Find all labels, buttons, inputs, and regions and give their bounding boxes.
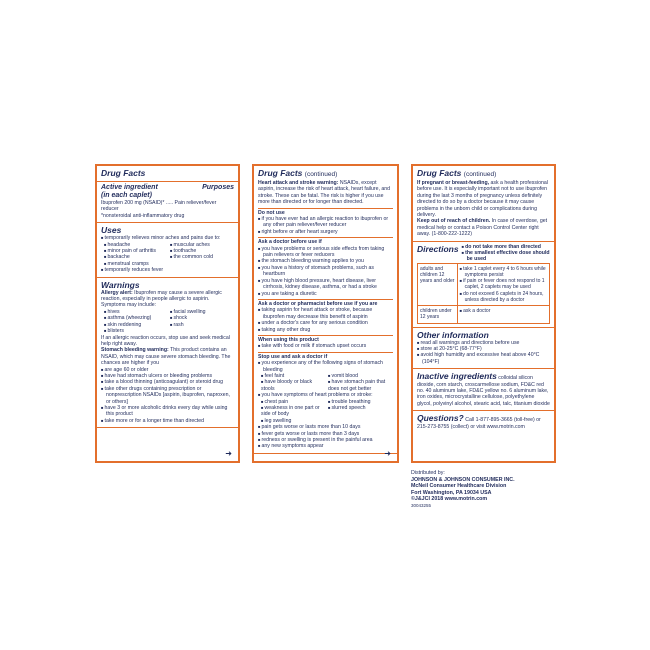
heart-label: Heart attack and stroke warning: <box>258 180 339 186</box>
list-item: ■ redness or swelling is present in the painful area <box>258 437 393 443</box>
list-item: ■ vomit blood <box>328 373 393 379</box>
panel-title-continued: (continued) <box>463 171 497 178</box>
ingredient-line: Ibuprofen 200 mg (NSAID)* ..... Pain reliever/fever reducer <box>101 200 217 213</box>
drug-facts-panel-2 <box>252 164 399 463</box>
uses-intro: ■ temporarily relieves minor aches and pains due to: <box>101 235 234 241</box>
warnings-section <box>97 278 238 429</box>
other-information-section <box>413 328 554 370</box>
panel-title: Drug Facts <box>417 168 462 178</box>
list-item: ■ muscular aches <box>170 242 234 248</box>
ask-doctor-header: Ask a doctor before use if <box>258 239 322 246</box>
list-item: ■ have 3 or more alcoholic drinks every day while using this product <box>101 405 234 418</box>
stomach-label: Stomach bleeding warning: <box>101 347 169 354</box>
list-item: ■ you experience any of the following signs of stomach bleeding <box>258 360 393 373</box>
bleeding-signs-list <box>258 373 393 392</box>
list-item: ■ under a doctor's care for any serious condition <box>258 320 393 326</box>
list-item: ■ any new symptoms appear <box>258 443 393 449</box>
active-ingredient-header: Active ingredient <box>101 184 158 191</box>
list-item: ■ are age 60 or older <box>101 367 234 373</box>
footnote: *nonsteroidal anti-inflammatory drug <box>101 212 185 219</box>
do-not-use-header: Do not use <box>258 209 285 216</box>
age-cell: children under 12 years <box>418 306 458 323</box>
ask-pharmacist-header: Ask a doctor or pharmacist before use if you are <box>258 300 378 307</box>
distributor-info <box>411 470 561 510</box>
allergy-text: Ibuprofen may cause a severe allergic reaction, especially in people allergic to aspirin. Symptoms may include: <box>101 289 222 309</box>
in-each-caplet: (in each caplet) <box>101 192 152 199</box>
table-row <box>418 263 550 305</box>
list-item: ■ take a blood thinning (anticoagulant) or steroid drug <box>101 379 234 385</box>
copyright-website: ©J&JCI 2018 www.motrin.com <box>411 496 488 503</box>
list-item: ■ take more or for a longer time than directed <box>101 418 234 424</box>
inactive-text: colloidal silicon dioxide, corn starch, croscarmellose sodium, FD&C red no. 40 aluminum lake, FD&C yellow no. 6 aluminum lake, iron oxides, microcrystalline cellulose, polyethylene glycol, polyvinyl alcohol, stearic acid, talc, titanium dioxide <box>417 375 550 407</box>
list-item: ■ do not exceed 6 caplets in 24 hours, unless directed by a doctor <box>460 291 547 303</box>
keep-out-text: In case of overdose, get medical help or contact a Poison Control Center right away. (1-800-222-1222) <box>417 218 548 238</box>
warnings-header: Warnings <box>101 279 140 290</box>
title-section <box>413 166 554 242</box>
uses-section <box>97 223 238 277</box>
list-item: ■ have stomach pain that does not get better <box>328 379 393 392</box>
list-item: ■ weakness in one part or side of body <box>261 405 326 418</box>
list-item: ■ have bloody or black stools <box>261 379 326 392</box>
list-item: ■ have had stomach ulcers or bleeding problems <box>101 373 234 379</box>
list-item: ■ leg swelling <box>261 418 326 424</box>
directions-table <box>417 263 550 324</box>
list-item: ■ backache <box>104 254 168 260</box>
active-ingredient-section <box>97 182 238 223</box>
list-item: ■ taking any other drug <box>258 327 393 333</box>
list-item: ■ hives <box>104 309 168 315</box>
allergy-after: If an allergic reaction occurs, stop use and seek medical help right away. <box>101 334 230 347</box>
list-item: ■ chest pain <box>261 399 326 405</box>
list-item: ■ the common cold <box>170 254 234 260</box>
list-item: ■ fever gets worse or lasts more than 3 days <box>258 431 393 437</box>
pregnant-text: ask a health professional before use. It is especially important not to use ibuprofen during the last 3 months of pregnancy unless definitely directed to do so by a doctor because it may cause problems in the unborn child or complications during delivery. <box>417 180 548 219</box>
heart-text: NSAIDs, except aspirin, increase the risk of heart attack, heart failure, and stroke. These can be fatal. The risk is higher if you use more than directed or for longer than directed. <box>258 180 391 206</box>
distributed-by: Distributed by: <box>411 470 445 476</box>
keep-out-label: Keep out of reach of children. <box>417 218 491 225</box>
list-item: ■ right before or after heart surgery <box>258 229 393 235</box>
continue-arrow-icon: ➜ <box>384 448 391 458</box>
directions-header: Directions <box>417 243 459 254</box>
list-item: ■ take with food or milk if stomach upset occurs <box>258 343 393 349</box>
questions-text: Call 1-877-895-3665 (toll-free) or 215-273-8755 (collect) or visit www.motrin.com <box>417 417 541 430</box>
title-section <box>97 166 238 182</box>
list-item: ■ skin reddening <box>104 322 168 328</box>
list-item: ■ trouble breathing <box>328 399 393 405</box>
stomach-text: This product contains an NSAID, which may cause severe stomach bleeding. The chances are higher if you <box>101 347 231 367</box>
stop-use-header: Stop use and ask a doctor if <box>258 353 328 360</box>
title-section <box>254 166 397 454</box>
list-item: ■ you have symptoms of heart problems or stroke: <box>258 392 393 398</box>
panel-title: Drug Facts <box>258 168 303 178</box>
dose-cell <box>457 306 549 323</box>
dose-cell <box>457 263 549 305</box>
list-item: ■ facial swelling <box>170 309 234 315</box>
list-item: ■ minor pain of arthritis <box>104 248 168 254</box>
pregnant-label: If pregnant or breast-feeding, <box>417 180 490 186</box>
drug-facts-panel-1 <box>95 164 240 463</box>
list-item: ■ if you have ever had an allergic reaction to ibuprofen or any other pain reliever/fever reducer <box>258 216 393 229</box>
list-item: ■ take 1 caplet every 4 to 6 hours while symptoms persist <box>460 266 547 278</box>
list-item: ■ read all warnings and directions before use <box>417 340 550 346</box>
list-item: ■ taking aspirin for heart attack or stroke, because ibuprofen may decrease this benefit of aspirin <box>258 307 393 320</box>
uses-last: ■ temporarily reduces fever <box>101 267 234 273</box>
list-item: ■ pain gets worse or lasts more than 10 days <box>258 424 393 430</box>
list-item: ■ if pain or fever does not respond to 1 caplet, 2 caplets may be used <box>460 278 547 290</box>
allergy-list <box>101 309 234 335</box>
uses-header: Uses <box>101 225 122 236</box>
heart-signs-list <box>258 399 393 425</box>
list-item: ■ feel faint <box>261 373 326 379</box>
other-info-header: Other information <box>417 329 489 340</box>
list-item: ■ take other drugs containing prescription or nonprescription NSAIDs [aspirin, ibuprofen, naproxen, or others] <box>101 386 234 405</box>
continue-arrow-icon: ➜ <box>225 448 232 458</box>
list-item: ■ avoid high humidity and excessive heat above 40°C (104°F) <box>417 352 550 365</box>
list-item: ■ asthma (wheezing) <box>104 315 168 321</box>
directions-section <box>413 242 554 328</box>
list-item: ■ menstrual cramps <box>104 261 168 267</box>
drug-facts-panel-3 <box>411 164 556 463</box>
allergy-label: Allergy alert: <box>101 289 133 296</box>
inactive-header: Inactive ingredients <box>417 371 497 382</box>
list-item: ■ store at 20-25°C (68-77°F) <box>417 346 550 352</box>
list-item: ■ slurred speech <box>328 405 393 418</box>
list-item: ■ rash <box>170 322 234 328</box>
list-item: ■ you are taking a diuretic <box>258 291 393 297</box>
list-item: ■ you have a history of stomach problems, such as heartburn <box>258 265 393 278</box>
list-item: ■ toothache <box>170 248 234 254</box>
company-name: JOHNSON & JOHNSON CONSUMER INC. <box>411 476 515 483</box>
list-item: ■ you have problems or serious side effects from taking pain relievers or fever reducers <box>258 246 393 259</box>
table-row <box>418 306 550 323</box>
product-code: 30043255 <box>411 502 432 508</box>
company-address: Fort Washington, PA 19034 USA <box>411 489 492 496</box>
list-item: ■ the smallest effective dose should be used <box>462 250 550 263</box>
list-item: ■ you have high blood pressure, heart disease, liver cirrhosis, kidney disease, asthma, or had a stroke <box>258 278 393 291</box>
list-item: ■ blisters <box>104 328 168 334</box>
list-item: ■ do not take more than directed <box>462 244 550 250</box>
questions-header: Questions? <box>417 413 464 424</box>
list-item: ■ shock <box>170 315 234 321</box>
list-item: ■ ask a doctor <box>460 308 547 314</box>
when-using-header: When using this product <box>258 336 319 343</box>
uses-list <box>101 242 234 268</box>
division-name: McNeil Consumer Healthcare Division <box>411 483 507 490</box>
inactive-ingredients-section <box>413 369 554 411</box>
list-item: ■ the stomach bleeding warning applies to you <box>258 258 393 264</box>
questions-section <box>413 411 554 433</box>
list-item: ■ headache <box>104 242 168 248</box>
age-cell: adults and children 12 years and older <box>418 263 458 305</box>
panel-title-continued: (continued) <box>304 171 338 178</box>
panel-title: Drug Facts <box>101 168 146 178</box>
purposes-header: Purposes <box>202 184 234 191</box>
